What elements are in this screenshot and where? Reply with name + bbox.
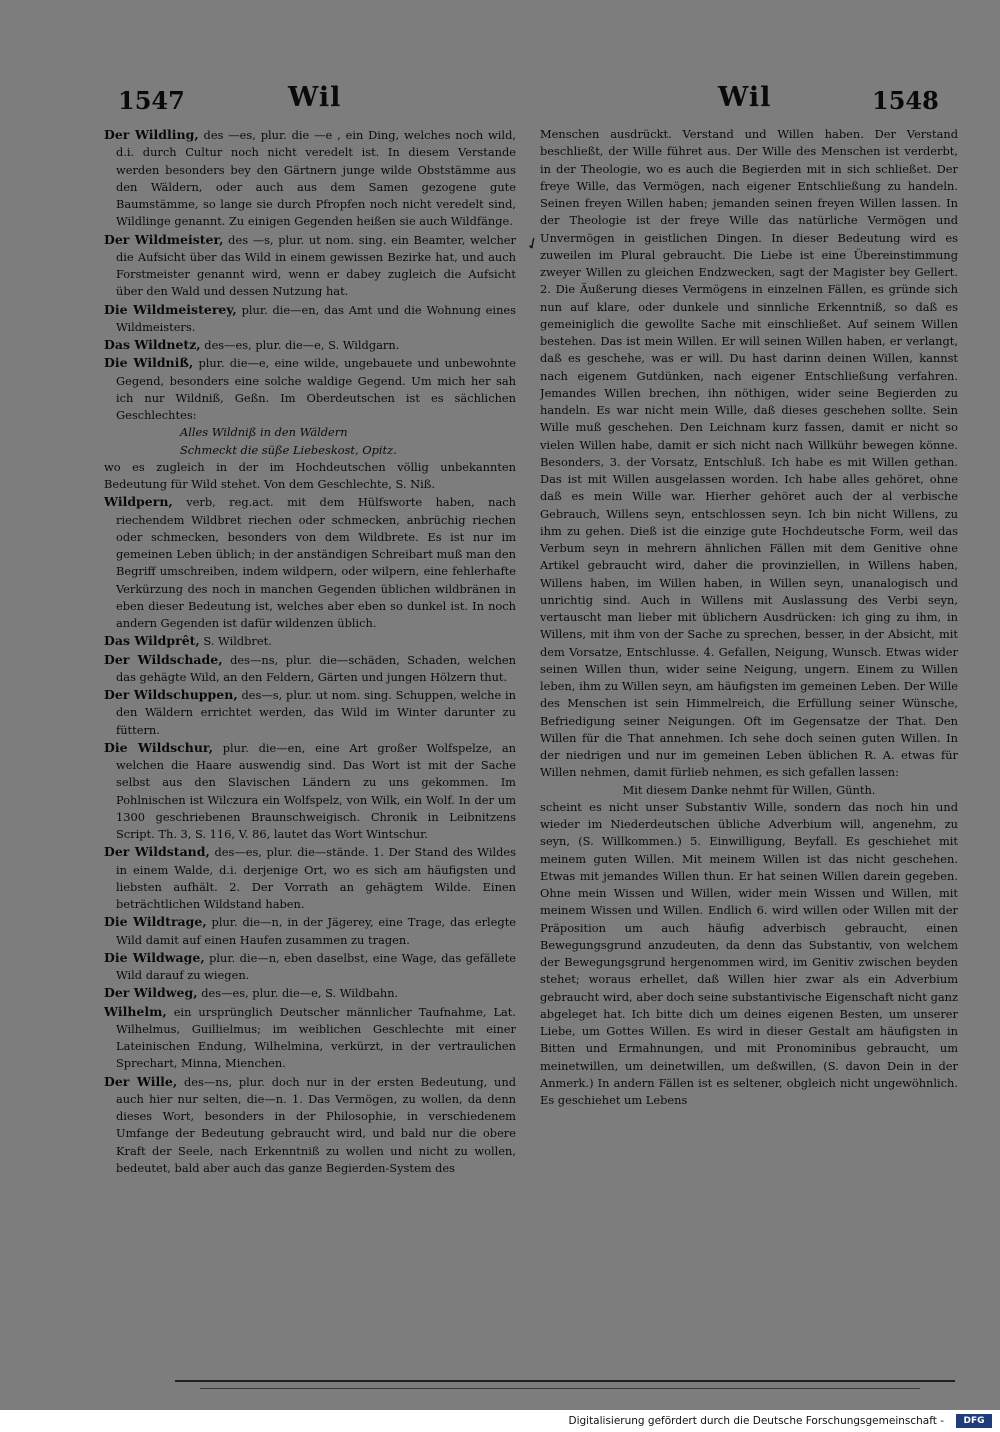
dictionary-entry <box>104 739 516 844</box>
page-number-right: 1548 <box>872 86 939 115</box>
entry-headword: Das Wildprêt, <box>104 633 200 649</box>
dictionary-entry <box>104 949 516 985</box>
entry-definition: ein ursprünglich Deutscher männlicher Taufnahme, Lat. Wilhelmus, Guillielmus; im weiblichen Geschlechte mit einer Lateinischen Endung, Wilhelmina, verkürzt, in der vertraulichen Sprechart, Minna, Mienchen. <box>116 1004 516 1071</box>
entry-definition: verb, reg.act. mit dem Hülfsworte haben, nach riechendem Wildbret riechen oder schmecken, anbrüchig riechen oder schmecken, besonders von dem Wildbrete. Es ist nur im gemeinen Leben üblich; in der anständigen Schreibart muß man den Begriff umschreiben, indem wildpern, oder wilpern, eine fehlerhafte Verkürzung des noch in manchen Gegenden üblichen wildbränen in eben dieser Bedeutung ist, welches aber eben so dunkel ist. In noch andern Gegenden ist dafür wildenzen üblich. <box>116 495 516 630</box>
entry-definition: des—es, plur. die—e, S. Wildbahn. <box>197 986 399 1001</box>
entry-headword: Der Wille, <box>104 1073 178 1089</box>
dictionary-entry <box>104 336 516 354</box>
dictionary-entry <box>104 1003 516 1073</box>
footer-credit: Digitalisierung gefördert durch die Deutsche Forschungsgemeinschaft - <box>568 1415 944 1427</box>
entry-definition: des—s, plur. ut nom. sing. Schuppen, welche in den Wäldern errichtet werden, das Wild im Winter darunter zu füttern. <box>116 688 516 737</box>
margin-mark: ✓ <box>522 232 543 255</box>
entry-headword: Die Wildwage, <box>104 949 205 965</box>
right-column <box>540 126 958 1236</box>
entry-definition: des—ns, plur. doch nur in der ersten Bedeutung, und auch hier nur selten, die—n. 1. Das Vermögen, zu wollen, da denn dieses Wort, besonders in der Philosophie, in verschiedenem Umfange der Bedeutung gebraucht wird, und bald nur die obere Kraft der Seele, nach Erkenntniß zu wollen und nicht zu wollen, bedeutet, bald aber auch das ganze Begierden-System des <box>116 1074 516 1175</box>
dictionary-entry <box>104 354 516 424</box>
entry-headword: Die Wildtrage, <box>104 914 207 930</box>
entry-definition: des—ns, plur. die—schäden, Schaden, welchen das gehägte Wild, an den Feldern, Gärten und jungen Hölzern thut. <box>116 652 516 684</box>
entry-headword: Der Wildstand, <box>104 844 210 860</box>
bottom-rule <box>175 1380 955 1382</box>
dictionary-entry <box>104 1073 516 1178</box>
dictionary-entry <box>104 231 516 301</box>
dfg-logo: DFG <box>956 1414 992 1428</box>
verse-quote: Schmeckt die süße Liebeskost, Opitz. <box>180 442 397 457</box>
entry-headword: Der Wildling, <box>104 127 199 142</box>
entry-definition: plur. die—n, in der Jägerey, eine Trage, das erlegte Wild damit auf einen Haufen zusammen zu tragen. <box>116 915 516 947</box>
entry-definition: S. Wildbret. <box>199 634 272 649</box>
entry-headword: Der Wildmeister, <box>104 231 224 247</box>
verse-quote: Alles Wildniß in den Wäldern <box>180 425 348 440</box>
entry-definition: plur. die—en, das Amt und die Wohnung eines Wildmeisters. <box>116 302 516 334</box>
dictionary-entry <box>104 913 516 949</box>
dictionary-entry <box>104 301 516 337</box>
dictionary-entry <box>104 843 516 913</box>
entry-headword: Die Wildniß, <box>104 355 194 371</box>
entry-headword: Wilhelm, <box>104 1003 167 1019</box>
dictionary-entry <box>104 686 516 739</box>
entry-headword: Die Wildschur, <box>104 739 213 755</box>
entry-definition: des —es, plur. die —e , ein Ding, welches noch wild, d.i. durch Cultur noch nicht veredelt ist. In diesem Verstande werden besonders bey den Gärtnern junge wilde Obststämme aus den Wäldern, oder auch aus dem Samen gezogene gute Baumstämme, so lange sie durch Pfropfen noch nicht veredelt sind, Wildlinge genannt. Zu einigen Gegenden heißen sie auch Wildfänge. <box>116 128 516 229</box>
entry-definition: des—es, plur. die—e, S. Wildgarn. <box>200 338 400 352</box>
entry-headword: Der Wildschuppen, <box>104 687 238 702</box>
running-head-right: Wil <box>718 82 772 113</box>
dictionary-entry <box>104 126 516 231</box>
page-header <box>0 82 1000 128</box>
entry-headword: Der Wildweg, <box>104 985 198 1001</box>
entry-definition: plur. die—e, eine wilde, ungebauete und unbewohnte Gegend, besonders eine solche waldige Gegend. Um mich her sah ich nur Wildniß, Geßn. Im Oberdeutschen ist es sächlichen Geschlechtes: <box>116 356 516 422</box>
left-column <box>104 126 516 1236</box>
entry-definition: plur. die—en, eine Art großer Wolfspelze, an welchen die Haare auswendig sind. Das Wort ist mit der Sache selbst aus den Slavischen Ländern zu uns gekommen. Im Pohlnischen ist Wilczura ein Wolfspelz, von Wilk, ein Wolf. In der um 1300 geschriebenen Braunschweigisch. Chronik in Leibnitzens Script. Th. 3, S. 116, V. 86, lautet das Wort Wintschur. <box>116 740 516 841</box>
dictionary-entry <box>104 984 516 1002</box>
dictionary-entry <box>104 651 516 687</box>
bottom-rule-thin <box>200 1388 920 1389</box>
entry-headword: Das Wildnetz, <box>104 337 201 352</box>
continuation-text: wo es zugleich in der im Hochdeutschen völlig unbekannten Bedeutung für Wild stehet. Von dem Geschlechte, S. Niß. <box>104 459 516 491</box>
entry-definition: des—es, plur. die—stände. 1. Der Stand des Wildes in einem Walde, d.i. derjenige Ort, wo es sich am häufigsten und liebsten aufhält. 2. Der Vorrath an gehägtem Wilde. Einen beträchtlichen Wildstand haben. <box>116 845 516 911</box>
entry-headword: Wildpern, <box>104 494 173 510</box>
entry-definition: des —s, plur. ut nom. sing. ein Beamter, welcher die Aufsicht über das Wild in einem gewissen Bezirke hat, und auch Forstmeister genannt wird, wenn er dabey zugleich die Aufsicht über den Wald und dessen Nutzung hat. <box>116 232 516 299</box>
running-head-left: Wil <box>288 82 342 113</box>
entry-definition: plur. die—n, eben daselbst, eine Wage, das gefällete Wild darauf zu wiegen. <box>116 950 516 982</box>
page-number-left: 1547 <box>118 86 185 115</box>
entry-headword: Die Wildmeisterey, <box>104 301 237 317</box>
centered-quote: Mit diesem Danke nehmt für Willen, Günth. <box>622 782 876 797</box>
dictionary-entry <box>104 493 516 632</box>
continuation-text: scheint es nicht unser Substantiv Wille, sondern das noch hin und wieder im Niederdeutschen übliche Adverbium will, angenehm, zu seyn, (S. Willkommen.) 5. Einwilligung, Beyfall. Es geschiehet mit meinem guten Willen. Mit meinem Willen ist das nicht geschehen. Etwas mit jemandes Willen thun. Er hat seinen Willen darein gegeben. Ohne mein Wissen und Willen, wider mein Wissen und Willen, mit meinem Wissen und Willen. Endlich 6. wird willen oder Willen mit der Präposition um auch häufig adverbisch gebraucht, einen Bewegungsgrund anzudeuten, da denn das Substantiv, von welchem der Bewegungsgrund hergenommen wird, im Genitiv zwischen beyden stehet; woraus erhellet, daß Willen hier zwar als ein Adverbium gebraucht wird, aber doch seine substantivische Eigenschaft nicht ganz abgeleget hat. Ich bitte dich um deines eigenen Besten, um unserer Liebe, um Gottes Willen. Es wird in dieser Gestalt am häufigsten in Bitten und Ermahnungen, und mit Pronominibus gebraucht, um meinetwillen, um deinetwillen, um deßwillen, (S. davon Dein in der Anmerk.) In andern Fällen ist es seltener, obgleich nicht ungewöhnlich. Es geschiehet um Lebens <box>540 799 958 1107</box>
dictionary-entry <box>104 632 516 650</box>
footer-bar <box>0 1410 1000 1432</box>
entry-headword: Der Wildschade, <box>104 651 223 667</box>
continuation-text: Menschen ausdrückt. Verstand und Willen haben. Der Verstand beschließt, der Wille führet aus. Der Wille des Menschen ist verderbt, in der Theologie, wo es auch die Begierden mit in sich schließet. Der freye Wille, das Vermögen, nach eigener Entschließung zu handeln. Seinen freyen Willen haben; jemanden seinen freyen Willen lassen. In der Theologie ist der freye Wille das natürliche Vermögen und Unvermögen in geistlichen Dingen. In dieser Bedeutung wird es zuweilen im Plural gebraucht. Die Liebe ist eine Übereinstimmung zweyer Willen zu gleichen Endzwecken, sagt der Magister bey Gellert. 2. Die Äußerung dieses Vermögens in einzelnen Fällen, es gründe sich nun auf klare, oder dunkele und sinnliche Erkenntniß, so daß es gemeiniglich die gewollte Sache mit einschließet. Auf seinem Willen bestehen. Das ist mein Willen. Er will seinen Willen haben, er verlangt, daß es geschehe, was er will. Du hast darinn deinen Willen, kannst nach eigenem Gutdünken, nach eigener Entschließung verfahren. Jemandes Willen brechen, ihn nöthigen, wider seine Begierden zu handeln. Es war nicht mein Wille, daß dieses geschehen sollte. Sein Wille muß geschehen. Den Leichnam kurz fassen, damit er nicht so vielen Willen habe, damit er sich nicht nach Willkühr bewegen könne. Besonders, 3. der Vorsatz, Entschluß. Ich habe es mit Willen gethan. Das ist mit Willen ausgelassen worden. Ich habe alles gehöret, ohne daß es mein Wille war. Hierher gehöret auch der al verbische Gebrauch, Willens seyn, entschlossen seyn. Ich bin nicht Willens, zu ihm zu gehen. Dieß ist die einzige gute Hochdeutsche Form, weil das Verbum seyn in mehrern ähnlichen Fällen mit dem Genitive ohne Artikel gebraucht wird, daher die provinziellen, in Willens haben, Willens haben, im Willen haben, in Willen seyn, unanalogisch und unrichtig sind. Auch in Willens mit Auslassung des Verbi seyn, vertauscht man lieber mit üblichern Ausdrücken: ich ging zu ihm, in Willens, mit ihm von der Sache zu sprechen, besser, in der Absicht, mit dem Vorsatze, Entschlusse. 4. Gefallen, Neigung, Wunsch. Etwas wider seinen Willen thun, wider seine Neigung, ungern. Einem zu Willen leben, ihm zu Willen seyn, am häufigsten im gemeinen Leben. Der Wille des Menschen ist sein Himmelreich, die Erfüllung seiner Wünsche, Befriedigung seiner Neigungen. Oft im Gegensatze der That. Den Willen für die That annehmen. Ich sehe doch seinen guten Willen. In der niedrigen und nur im gemeinen Leben üblichen R. A. etwas für Willen nehmen, damit fürlieb nehmen, es sich gefallen lassen: <box>540 127 958 780</box>
